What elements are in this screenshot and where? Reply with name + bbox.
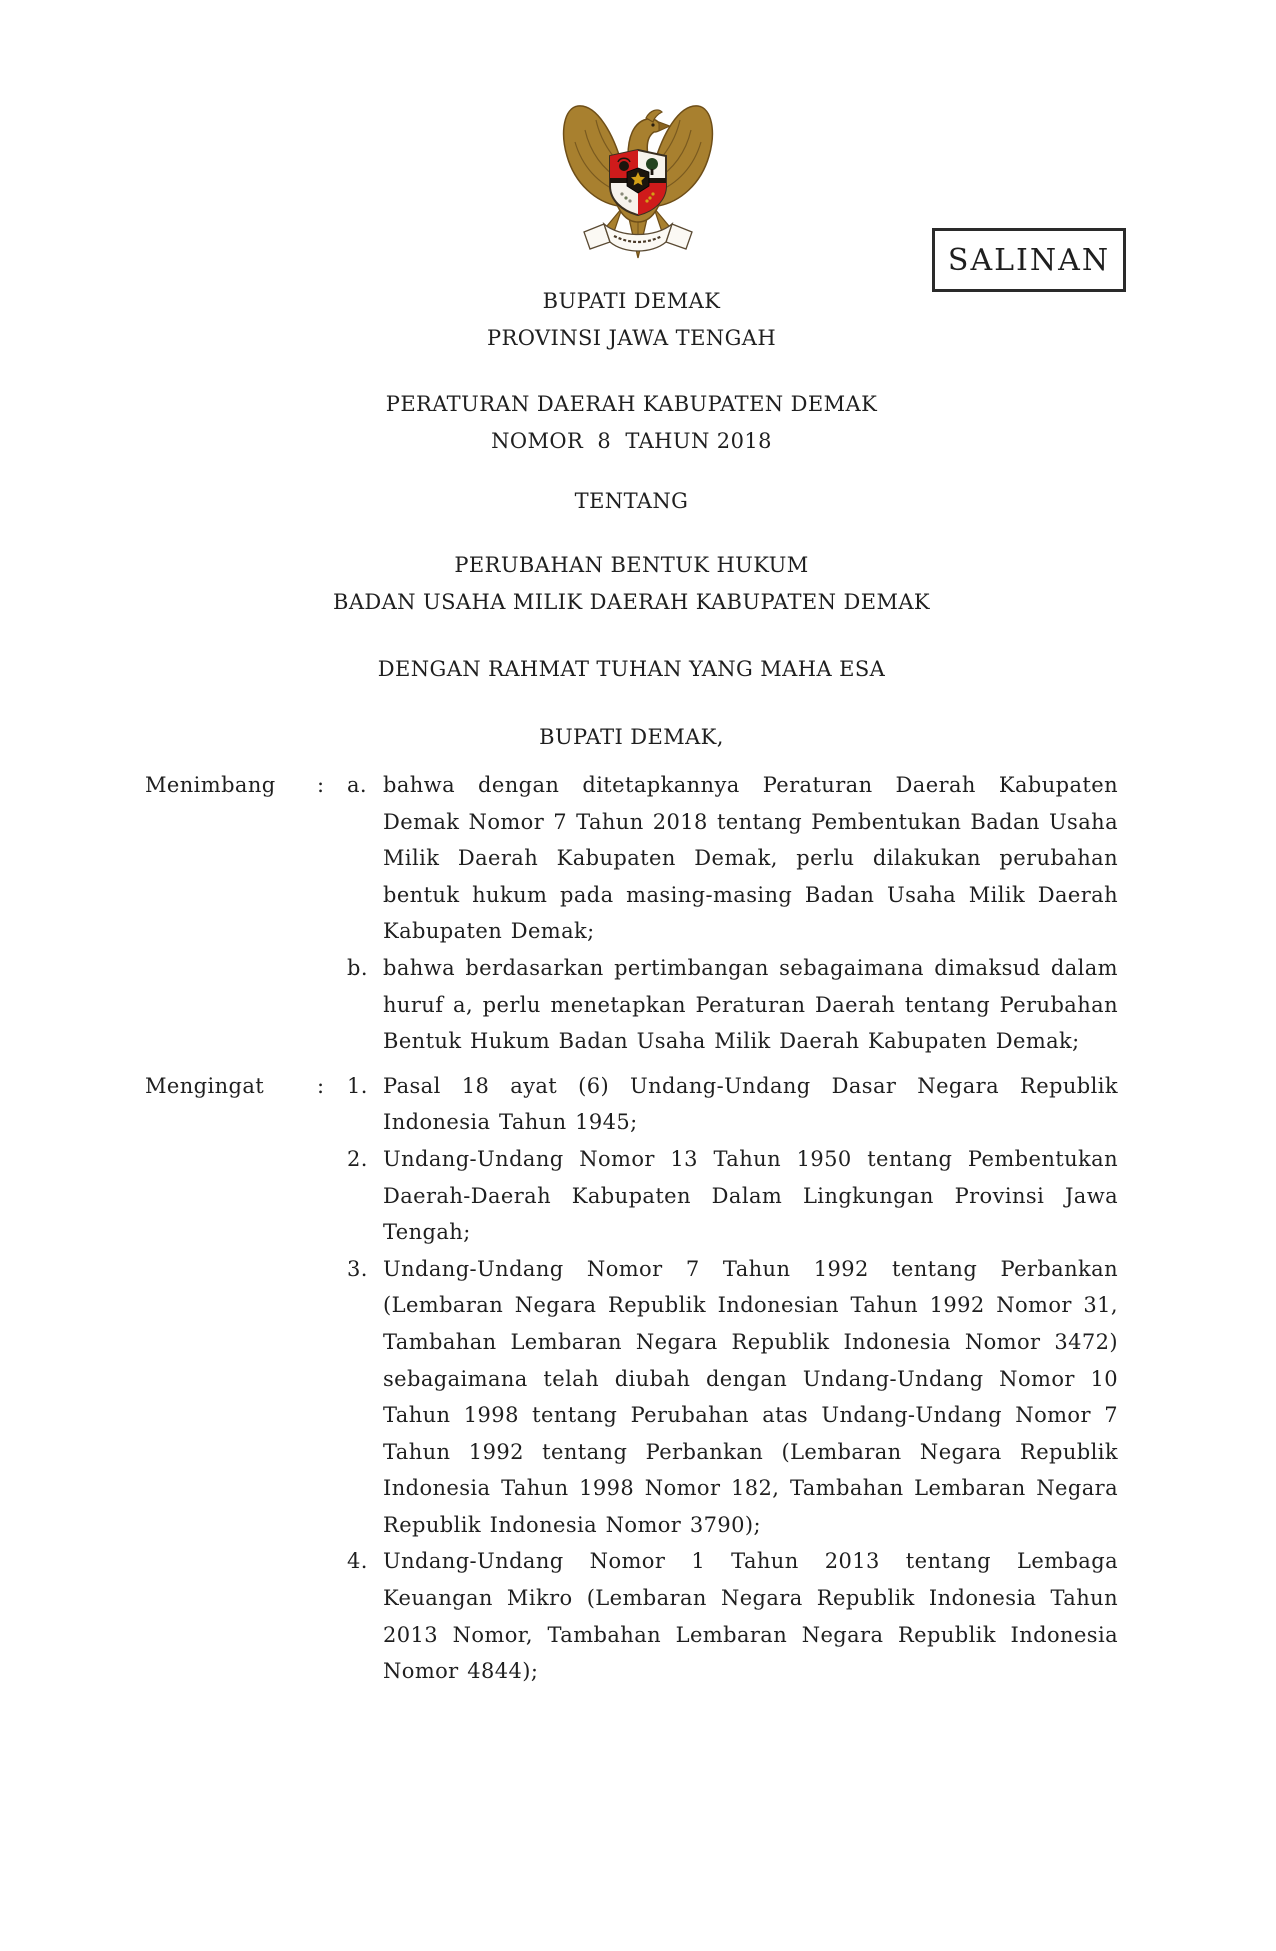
list-item-marker: 2. [347,1146,368,1171]
list-item-marker: a. [347,773,367,797]
garuda-pancasila-icon [558,92,718,268]
list-item-text: bahwa dengan ditetapkannya Peraturan Daerah Kabupaten Demak Nomor 7 Tahun 2018 tentang Pembentukan Badan Usaha Milik Daerah Kabupaten Demak, perlu dilakukan perubahan bentuk hukum pada masing-masing Badan Usaha Milik Daerah Kabupaten Demak; [383,773,1118,944]
list-item [347,1068,1118,1141]
tentang-label: TENTANG [574,489,689,513]
list-item [347,767,1118,950]
menimbang-section [145,767,1118,1060]
list-item [347,1141,1118,1251]
list-item [347,1251,1118,1544]
mengingat-colon: : [317,1073,325,1098]
menimbang-items [347,767,1118,1060]
list-item-text: bahwa berdasarkan pertimbangan sebagaimana dimaksud dalam huruf a, perlu menetapkan Peraturan Daerah tentang Perubahan Bentuk Hukum Badan Usaha Milik Daerah Kabupaten Demak; [383,955,1118,1054]
list-item-text: Undang-Undang Nomor 7 Tahun 1992 tentang Perbankan (Lembaran Negara Republik Indonesian Tahun 1992 Nomor 31, Tambahan Lembaran Negara Republik Indonesia Nomor 3472) sebagaimana telah diubah dengan Undang-Undang Nomor 10 Tahun 1998 tentang Perubahan atas Undang-Undang Nomor 7 Tahun 1992 tentang Perbankan (Lembaran Negara Republik Indonesia Tahun 1998 Nomor 182, Tambahan Lembaran Negara Republik Indonesia Nomor 3790); [383,1256,1118,1537]
list-item-marker: 1. [347,1073,368,1098]
pancasila-shield [610,150,666,215]
salinan-stamp-label: SALINAN [947,242,1111,278]
list-item [347,1543,1118,1689]
list-item [347,950,1118,1060]
subject-line-2: BADAN USAHA MILIK DAERAH KABUPATEN DEMAK [332,590,931,614]
list-item-marker: 3. [347,1256,368,1281]
regulation-number-line: NOMOR 8 TAHUN 2018 [491,429,772,453]
menimbang-label: Menimbang [145,773,276,797]
list-item-marker: 4. [347,1549,368,1574]
invocation-line: DENGAN RAHMAT TUHAN YANG MAHA ESA [377,657,886,681]
letterhead-line-1: BUPATI DEMAK [542,289,721,313]
issuer-line: BUPATI DEMAK, [539,725,724,749]
mengingat-section [145,1068,1118,1690]
mengingat-items [347,1068,1118,1690]
regulation-title-line-1: PERATURAN DAERAH KABUPATEN DEMAK [385,392,878,416]
document-body [145,767,1118,1690]
list-item-marker: b. [347,955,368,980]
document-header [145,283,1118,756]
list-item-text: Undang-Undang Nomor 13 Tahun 1950 tentang Pembentukan Daerah-Daerah Kabupaten Dalam Lingkungan Provinsi Jawa Tengah; [383,1146,1118,1245]
letterhead-line-2: PROVINSI JAWA TENGAH [486,326,777,350]
menimbang-colon: : [317,773,325,797]
list-item-text: Undang-Undang Nomor 1 Tahun 2013 tentang Lembaga Keuangan Mikro (Lembaran Negara Republik Indonesia Tahun 2013 Nomor, Tambahan Lembaran Negara Republik Indonesia Nomor 4844); [383,1549,1118,1684]
mengingat-label: Mengingat [145,1073,265,1098]
subject-line-1: PERUBAHAN BENTUK HUKUM [454,553,809,577]
list-item-text: Pasal 18 ayat (6) Undang-Undang Dasar Negara Republik Indonesia Tahun 1945; [383,1073,1118,1135]
